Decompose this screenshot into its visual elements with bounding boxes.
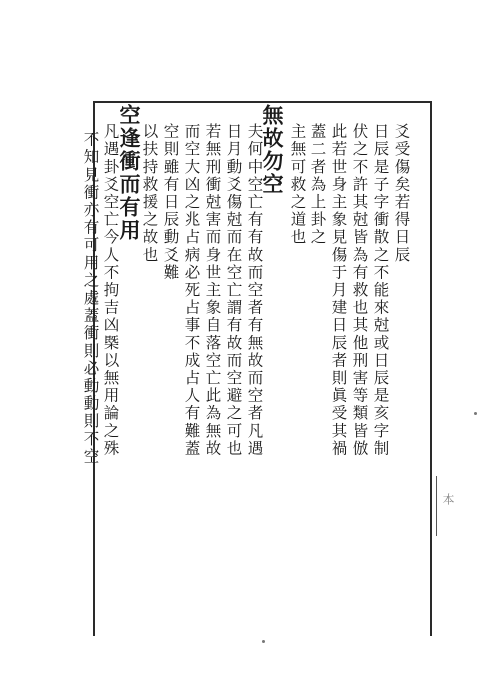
text-column-1: 爻受傷矣若得日辰 [392, 123, 411, 264]
text-column-12: 空則雖有日辰動爻難 [161, 123, 180, 282]
text-column-10: 若無刑衝尅害而身世主象自落空亡此為無故 [203, 123, 222, 458]
text-column-4: 此若世身主象見傷于月建日辰者則眞受其禍 [329, 123, 348, 458]
edge-character: 本 [441, 493, 455, 505]
text-column-3: 伏之不許其尅皆為有救也其他刑害等類皆倣 [350, 123, 369, 458]
text-column-5: 蓋二者為上卦之 [308, 123, 327, 247]
text-column-13: 以扶持救援之故也 [140, 123, 159, 264]
section-heading-2: 空逢衝而有用 [117, 104, 142, 242]
section-heading-1: 無故勿空 [260, 104, 285, 196]
text-column-6: 主無可救之道也 [288, 123, 307, 247]
text-column-2: 日辰是子字衝散之不能來尅或日辰是亥字制 [371, 123, 390, 458]
right-inner-tick [436, 476, 437, 536]
scan-speck [262, 640, 265, 643]
text-column-16: 不知見衝亦有可用之處蓋衝則必動動則不空 [81, 131, 100, 466]
right-border [430, 101, 432, 636]
text-column-15: 凡遇卦爻空亡今人不拘吉凶槩以無用論之殊 [101, 123, 120, 458]
top-border [93, 101, 431, 103]
text-column-9: 日月動爻傷尅而在空亡謂有故而空避之可也 [224, 123, 243, 458]
text-column-8: 夫何中空亡有有故而空者有無故而空者凡遇 [245, 123, 264, 458]
scan-speck [474, 412, 477, 415]
text-column-11: 而空大凶之兆占病必死占事不成占人有難蓋 [182, 123, 201, 458]
